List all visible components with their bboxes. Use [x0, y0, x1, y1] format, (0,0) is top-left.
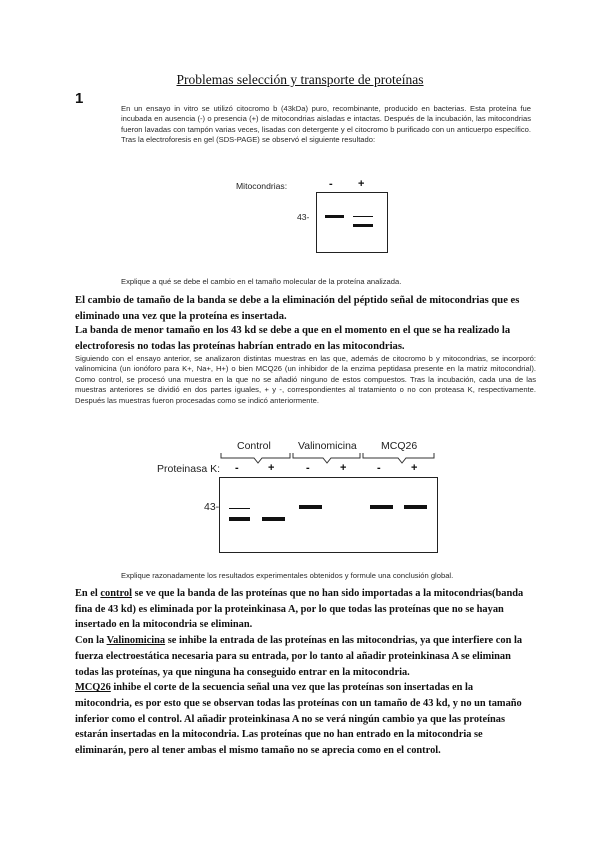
- question1: Explique a qué se debe el cambio en el tamaño molecular de la proteína analizada.: [121, 277, 402, 286]
- gel2-sign-valinomicina-minus: -: [306, 462, 310, 474]
- answer2-p1-post: se ve que la banda de las proteínas que no han sido importadas a la mitocondrias(banda fina de 43 kd) es eliminada por la proteinkinasa A, por lo que todas las proteínas que no se hayan insertado en la mitocondria se eliminan.: [75, 588, 524, 631]
- answer1-para1: El cambio de tamaño de la banda se debe a la eliminación del péptido señal de mitocondrias que es eliminado una vez que la proteína es insertada.: [75, 295, 520, 322]
- gel2-marker-43: 43-: [204, 501, 220, 513]
- gel2-proteinase-label: Proteinasa K:: [157, 463, 221, 475]
- page-title: Problemas selección y transporte de proteínas: [176, 72, 424, 87]
- answer2-p1-pre: En el: [75, 588, 101, 599]
- bracket-valinomicina: [293, 453, 360, 463]
- gel2-group-mcq26: MCQ26: [381, 440, 418, 452]
- answer2-control-term: control: [100, 588, 132, 599]
- gel1-band-plus-lower: [353, 224, 373, 227]
- gel2-sign-control-plus: +: [268, 462, 275, 474]
- gel1-box: [316, 192, 388, 253]
- answer2-mcq26-term: MCQ26: [75, 682, 111, 694]
- answer2-p2-pre: Con la: [75, 635, 107, 647]
- answer2-block: [75, 586, 530, 759]
- gel2-sign-valinomicina-plus: +: [340, 462, 347, 474]
- gel2-band-control-plus-lower: [262, 517, 285, 521]
- question2: Explique razonadamente los resultados experimentales obtenidos y formule una conclusión global.: [121, 571, 454, 580]
- gel2-band-mcq26-minus-43: [370, 505, 393, 509]
- answer2-p2-post: se inhibe la entrada de las proteínas en las mitocondrias, ya que interfiere con la fuerza electroestática necesaria para su entrada, por lo tanto al añadir proteinkinasa A se eliminan todas las proteínas, ya que ninguna ha conseguido entrar en la mitocondria.: [75, 635, 523, 678]
- answer2-valinomicina-term: Valinomicina: [106, 635, 166, 647]
- answer1-para2: La banda de menor tamaño en los 43 kd se debe a que en el momento en el que se ha realizado la electroforesis no todas las proteínas habrían entrado en las mitocondrias.: [75, 325, 511, 352]
- gel1-minus-sign: -: [329, 178, 333, 190]
- gel2-band-control-minus-43-faint: [229, 508, 250, 509]
- gel2-sign-mcq26-minus: -: [377, 462, 381, 474]
- answer2-mcq26-paragraph: [75, 680, 530, 759]
- answer2-p3-post: inhibe el corte de la secuencia señal una vez que las proteínas son insertadas en la mitocondria, es por esto que se observan todas las proteínas con un tamaño de 43 kd, y no un tamaño inferior como el control. Al añadir proteinkinasa A no se verá ningún cambio ya que las proteínas estarán insertadas en la mitocondria. Las proteínas que no han entrado en la mitocondria se eliminarán, pero al tener ambas el mismo tamaño no se aprecia como en el control.: [75, 682, 522, 757]
- gel1-plus-sign: +: [358, 178, 365, 190]
- answer2-control-paragraph: [75, 586, 530, 633]
- gel2-band-mcq26-plus-43: [404, 505, 427, 509]
- intro-paragraph: En un ensayo in vitro se utilizó citocromo b (43kDa) puro, recombinante, producido en bacterias. Esta proteína fue incubada en ausencia (-) o presencia (+) de mitocondrias aisladas e intactas. Después de la incubación, las mitocondrias fueron lavadas con tampón varias veces, lisadas con detergente y el citocromo b purificado con un anticuerpo específico. Tras la electroforesis en gel (SDS-PAGE) se observó el siguiente resultado:: [121, 104, 531, 145]
- gel2-band-valinomicina-minus-43: [299, 505, 322, 509]
- gel1-band-plus-43-faint: [353, 216, 373, 217]
- gel1-marker-43: 43-: [297, 212, 310, 222]
- gel1-band-minus-43: [325, 215, 344, 218]
- bracket-control: [221, 453, 290, 463]
- answer2-valinomicina-paragraph: [75, 633, 530, 680]
- gel2-group-control: Control: [237, 440, 271, 452]
- gel2-group-valinomicina: Valinomicina: [298, 440, 357, 452]
- gel2-box: [219, 477, 438, 553]
- gel2-sign-control-minus: -: [235, 462, 239, 474]
- intro2-paragraph: Siguiendo con el ensayo anterior, se analizaron distintas muestras en las que, además de citocromo b y mitocondrias, se incorporó: valinomicina (un ionóforo para K+, Na+, H+) o bien MCQ26 (un inhibidor de la enzima peptidasa presente en la matriz mitocondrial). Como control, se procesó una muestra en la que no se añadió ninguno de estos compuestos. Tras la incubación, cada una de las muestras anteriores se dividió en dos partes iguales, + y -, correspondientes al tratamiento o no con proteasa K, respectivamente. Después las muestras fueron procesadas como se indicó anteriormente.: [75, 354, 536, 405]
- bracket-mcq26: [363, 453, 434, 463]
- gel1-mitochondria-label: Mitocondrias:: [236, 181, 288, 191]
- gel2-sign-mcq26-plus: +: [411, 462, 418, 474]
- problem-number: 1: [75, 90, 84, 107]
- gel2-band-control-minus-lower: [229, 517, 250, 521]
